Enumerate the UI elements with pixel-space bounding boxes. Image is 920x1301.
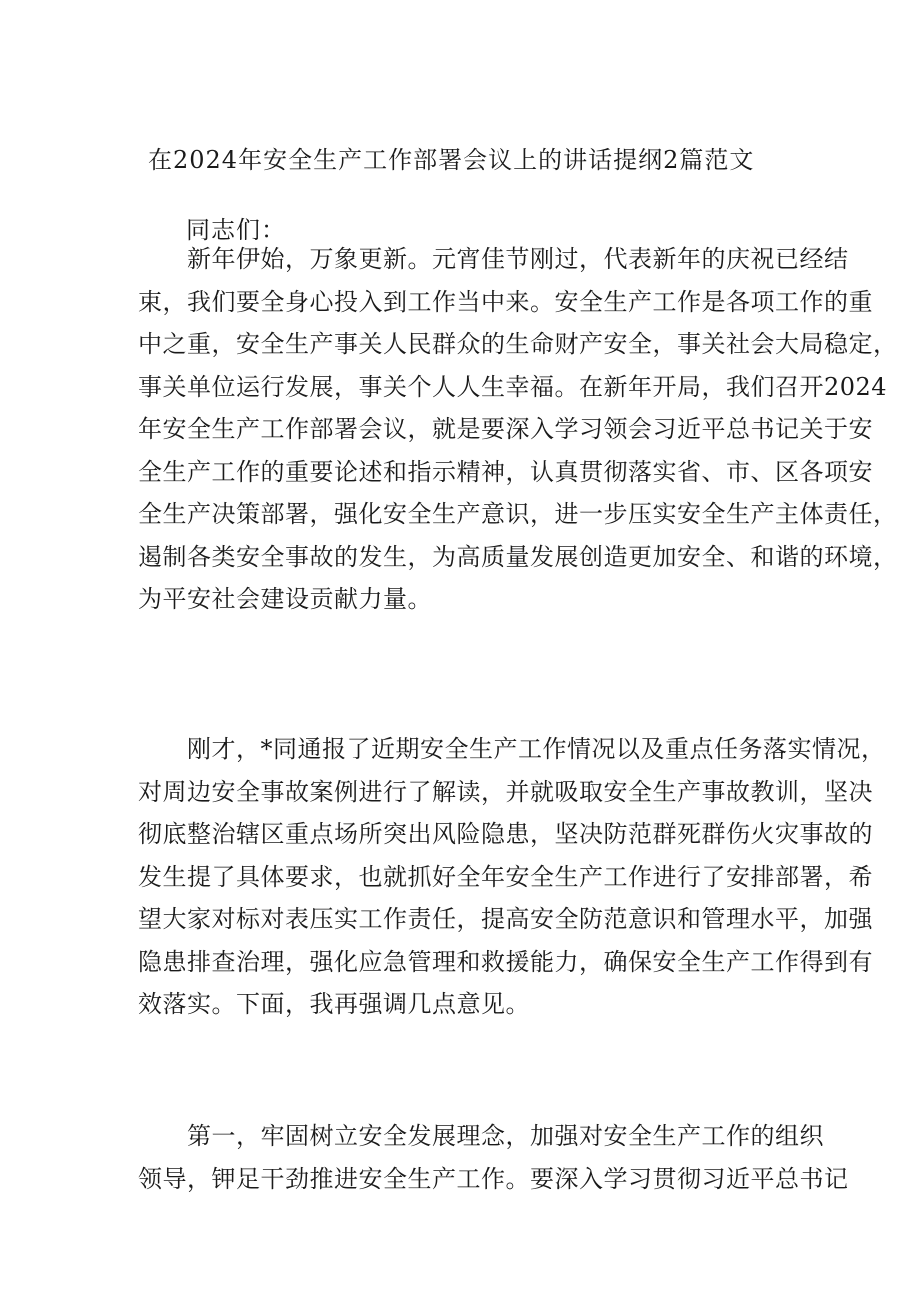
paragraph-line: 望大家对标对表压实工作责任，提高安全防范意识和管理水平，加强 — [138, 905, 873, 933]
paragraph-line: 全生产工作的重要论述和指示精神，认真贯彻落实省、市、区各项安 — [138, 457, 873, 486]
paragraph-3 — [138, 1115, 849, 1200]
paragraph-1 — [138, 238, 898, 621]
paragraph-2 — [138, 728, 886, 1026]
paragraph-line: 隐患排查治理，强化应急管理和救援能力，确保安全生产工作得到有 — [138, 947, 873, 976]
greeting: 同志们： — [186, 216, 286, 244]
paragraph-line: 第一，牢固树立安全发展理念，加强对安全生产工作的组织 — [138, 1122, 824, 1150]
paragraph-line: 为平安社会建设贡献力量。 — [138, 585, 432, 613]
document-title: 在2024年安全生产工作部署会议上的讲话提纲2篇范文 — [148, 146, 755, 174]
paragraph-line: 全生产决策部署，强化安全生产意识，进一步压实安全生产主体责任， — [138, 500, 898, 528]
paragraph-line: 事关单位运行发展，事关个人人生幸福。在新年开局，我们召开2024 — [138, 372, 888, 401]
paragraph-line: 发生提了具体要求，也就抓好全年安全生产工作进行了安排部署，希 — [138, 862, 873, 891]
paragraph-line: 年安全生产工作部署会议，就是要深入学习领会习近平总书记关于安 — [138, 415, 873, 443]
paragraph-line: 彻底整治辖区重点场所突出风险隐患，坚决防范群死群伤火灾事故的 — [138, 820, 873, 848]
paragraph-line: 对周边安全事故案例进行了解读，并就吸取安全生产事故教训，坚决 — [138, 777, 873, 806]
paragraph-line: 遏制各类安全事故的发生，为高质量发展创造更加安全、和谐的环境， — [138, 542, 898, 571]
paragraph-line: 刚才，*同通报了近期安全生产工作情况以及重点任务落实情况， — [138, 735, 886, 763]
paragraph-line: 效落实。下面，我再强调几点意见。 — [138, 990, 530, 1018]
paragraph-line: 束，我们要全身心投入到工作当中来。安全生产工作是各项工作的重 — [138, 287, 873, 316]
paragraph-line: 中之重，安全生产事关人民群众的生命财产安全，事关社会大局稳定， — [138, 330, 898, 358]
paragraph-line: 领导，钾足干劲推进安全生产工作。要深入学习贯彻习近平总书记 — [138, 1164, 849, 1193]
paragraph-line: 新年伊始，万象更新。元宵佳节刚过，代表新年的庆祝已经结 — [138, 245, 849, 273]
